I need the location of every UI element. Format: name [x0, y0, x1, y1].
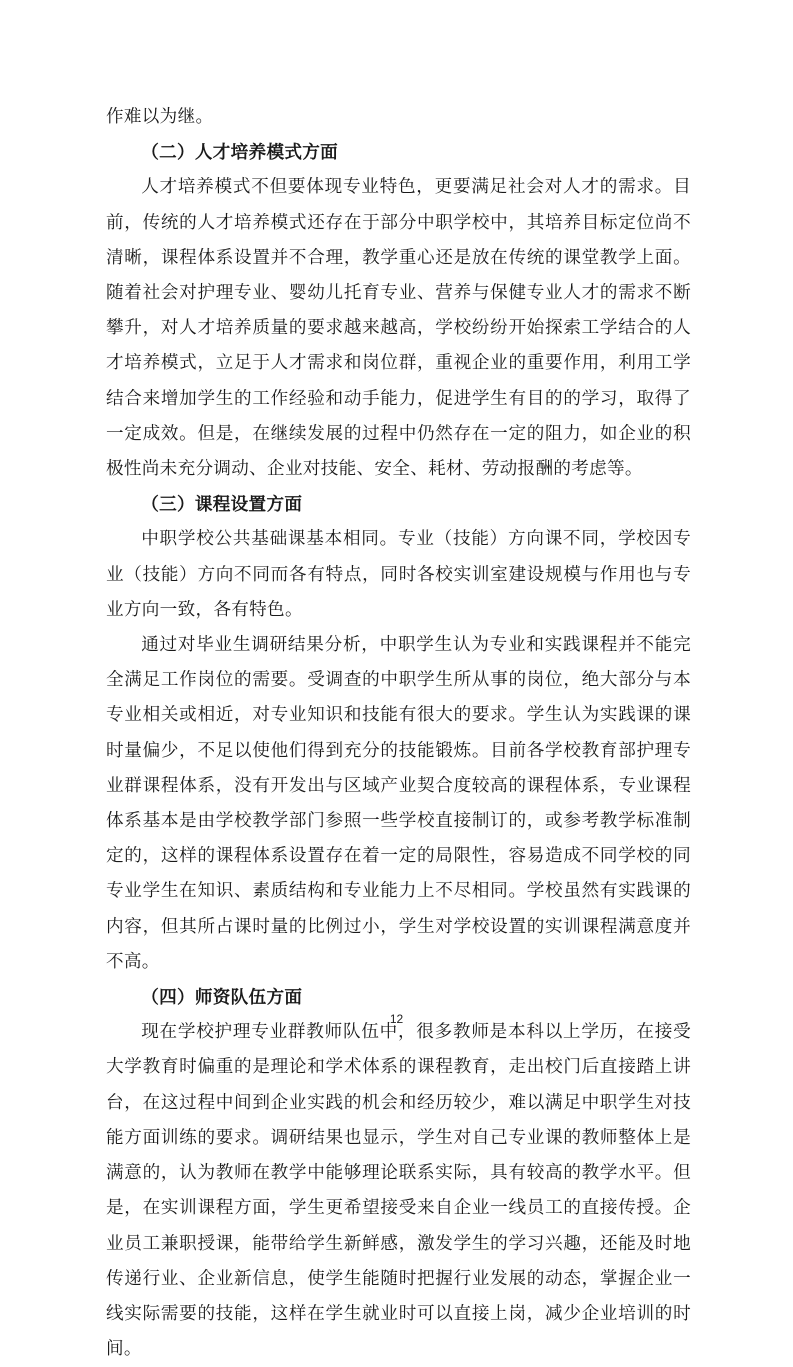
page-number: 12 [389, 1012, 404, 1026]
section-heading-faculty: （四）师资队伍方面 [141, 987, 303, 1009]
section-heading-curriculum: （三）课程设置方面 [141, 494, 303, 516]
paragraph-faculty: 现在学校护理专业群教师队伍中，很多教师是本科以上学历，在接受大学教育时偏重的是理论和学术体系的课程教育，走出校门后直接踏上讲台，在这过程中间到企业实践的机会和经历较少，难以满足中职学生对技能方面训练的要求。调研结果也显示，学生对自己专业课的教师整体上是满意的，认为教师在教学中能够理论联系实际，具有较高的教学水平。但是，在实训课程方面，学生更希望接受来自企业一线员工的直接传授。企业员工兼职授课，能带给学生新鲜感，激发学生的学习兴趣，还能及时地传递行业、企业新信息，使学生能随时把握行业发展的动态，掌握企业一线实际需要的技能，这样在学生就业时可以直接上岗，减少企业培训的时间。 [106, 1022, 691, 1360]
paragraph-talent-training: 人才培养模式不但要体现专业特色，更要满足社会对人才的需求。目前，传统的人才培养模式还存在于部分中职学校中，其培养目标定位尚不清晰，课程体系设置并不合理，教学重心还是放在传统的课堂教学上面。随着社会对护理专业、婴幼儿托育专业、营养与保健专业人才的需求不断攀升，对人才培养质量的要求越来越高，学校纷纷开始探索工学结合的人才培养模式，立足于人才需求和岗位群，重视企业的重要作用，利用工学结合来增加学生的工作经验和动手能力，促进学生有目的的学习，取得了一定成效。但是，在继续发展的过程中仍然存在一定的阻力，如企业的积极性尚未充分调动、企业对技能、安全、耗材、劳动报酬的考虑等。 [106, 177, 691, 480]
paragraph-curriculum-basics: 中职学校公共基础课基本相同。专业（技能）方向课不同，学校因专业（技能）方向不同而各有特点，同时各校实训室建设规模与作用也与专业方向一致，各有特色。 [106, 529, 691, 620]
continuation-text: 作难以为继。 [106, 107, 214, 127]
section-heading-talent-training: （二）人才培养模式方面 [141, 142, 339, 164]
document-body [106, 100, 691, 1367]
paragraph-curriculum-survey: 通过对毕业生调研结果分析，中职学生认为专业和实践课程并不能完全满足工作岗位的需要。受调查的中职学生所从事的岗位，绝大部分与本专业相关或相近，对专业知识和技能有很大的要求。学生认为实践课的课时量偏少，不足以使他们得到充分的技能锻炼。目前各学校教育部护理专业群课程体系，没有开发出与区域产业契合度较高的课程体系，专业课程体系基本是由学校教学部门参照一些学校直接制订的，或参考教学标准制定的，这样的课程体系设置存在着一定的局限性，容易造成不同学校的同专业学生在知识、素质结构和专业能力上不尽相同。学校虽然有实践课的内容，但其所占课时量的比例过小，学生对学校设置的实训课程满意度并不高。 [106, 635, 691, 972]
